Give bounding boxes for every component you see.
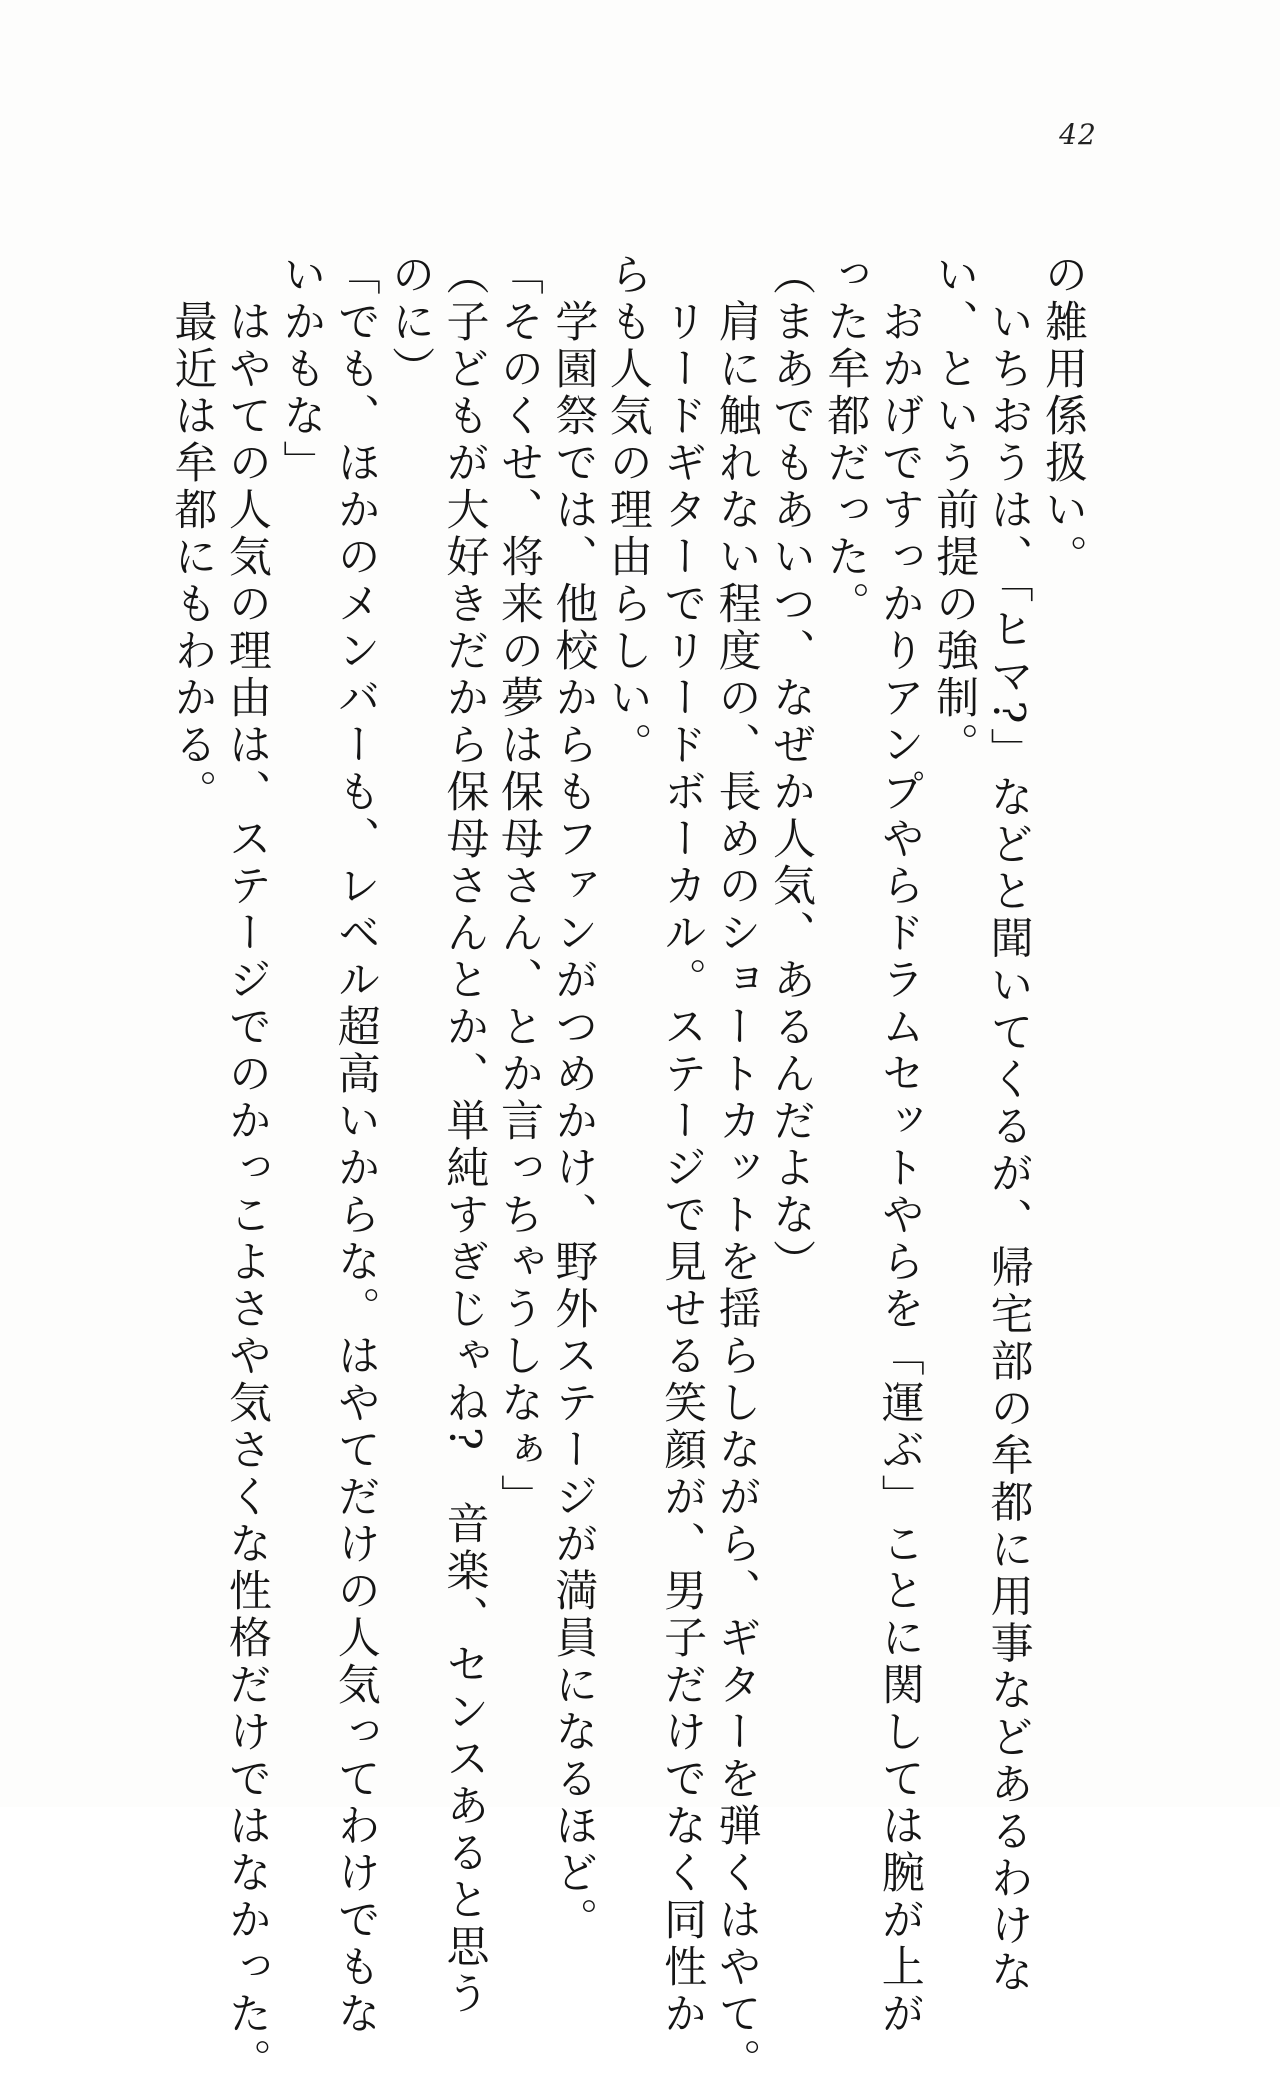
text-line-7: 肩に触れない程度の、長めのショートカットを揺らしながら、ギターを弾くはやて。 xyxy=(711,252,762,2085)
text-line-16: はやての人気の理由は、ステージでのかっこよさや気さくな性格だけではなかった。 xyxy=(221,252,272,2085)
text-line-5: った牟都だった。 xyxy=(820,252,871,628)
text-line-2: いちおうは、「ヒマ?」などと聞いてくるが、帰宅部の牟都に用事などあるわけな xyxy=(983,252,1034,1997)
text-line-1: の雑用係扱い。 xyxy=(1038,252,1088,581)
text-line-11: 「そのくせ、将来の夢は保母さん、とか言っちゃうしなぁ」 xyxy=(493,252,544,1521)
text-line-4: おかげですっかりアンプやらドラムセットやらを「運ぶ」ことに関しては腕が上が xyxy=(874,252,925,2038)
text-line-3: い、という前提の強制。 xyxy=(929,252,980,769)
text-line-14: 「でも、ほかのメンバーも、レベル超高いからな。はやてだけの人気ってわけでもな xyxy=(330,252,381,2038)
text-line-13: のに） xyxy=(385,252,436,393)
vertical-text-body xyxy=(165,252,1090,2085)
page-number: 42 xyxy=(1059,118,1097,151)
text-line-9: らも人気の理由らしい。 xyxy=(602,252,653,769)
text-line-10: 学園祭では、他校からもファンがつめかけ、野外ステージが満員になるほど。 xyxy=(548,252,599,1944)
text-line-15: いかもな」 xyxy=(276,252,327,487)
text-line-17: 最近は牟都にもわかる。 xyxy=(167,252,218,816)
text-line-12: （子どもが大好きだから保母さんとか、単純すぎじゃね? 音楽、センスあると思う xyxy=(439,252,490,2019)
text-line-6: （まあでもあいつ、なぜか人気、あるんだよな） xyxy=(765,252,816,1286)
text-line-8: リードギターでリードボーカル。ステージで見せる笑顔が、男子だけでなく同性か xyxy=(657,252,708,2038)
